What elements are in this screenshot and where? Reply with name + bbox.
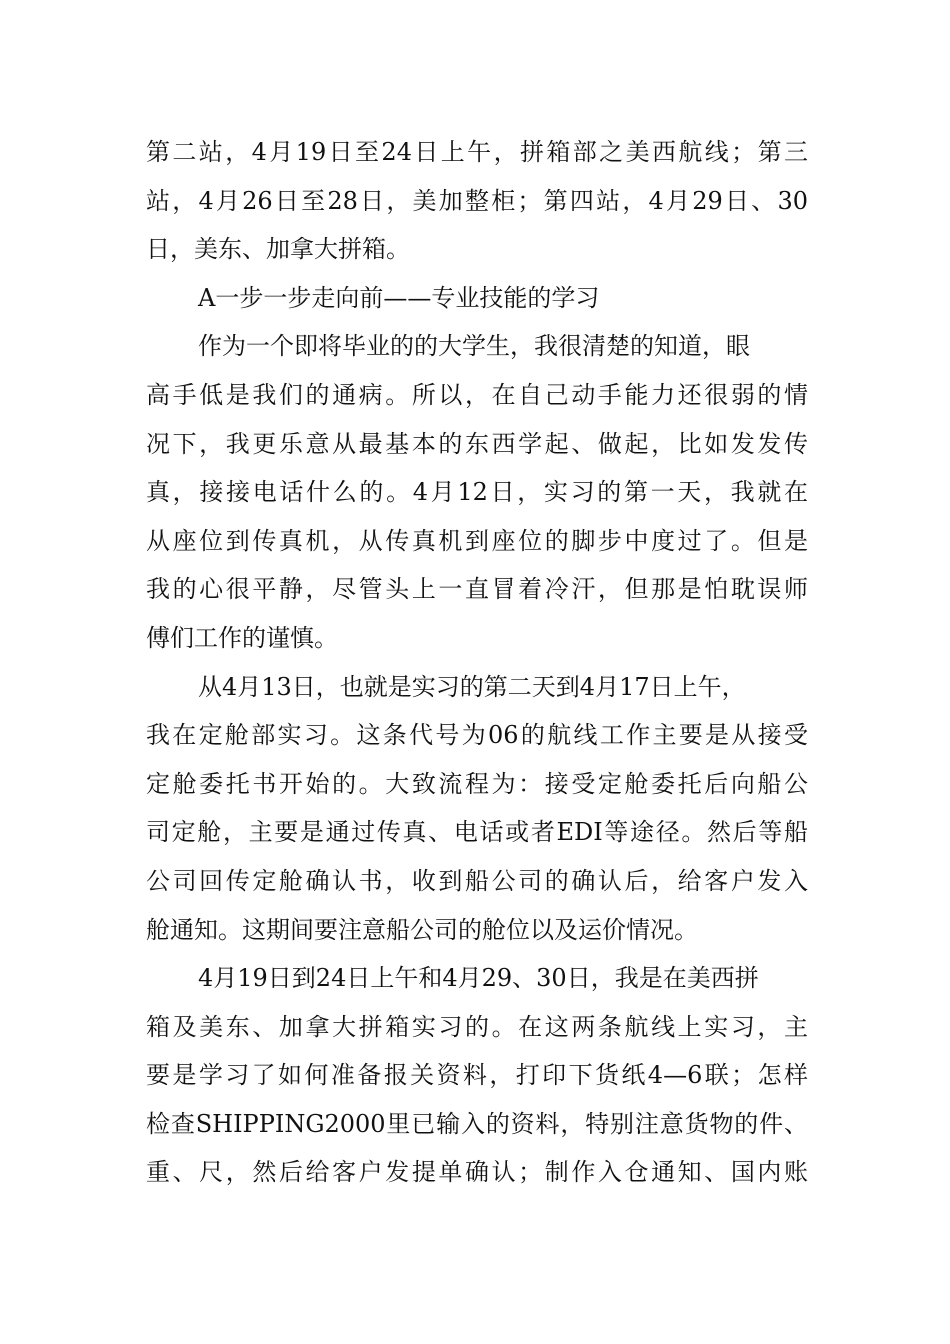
text-line: 舱通知。这期间要注意船公司的舱位以及运价情况。	[146, 915, 698, 944]
text-line: 第二站，4月19日至24日上午，拼箱部之美西航线；第三	[146, 138, 808, 166]
text-line: 傅们工作的谨慎。	[146, 623, 338, 652]
text-line: 重、尺，然后给客户发提单确认；制作入仓通知、国内账	[146, 1158, 808, 1187]
text-line: 真，接接电话什么的。4月12日，实习的第一天，我就在	[146, 478, 808, 507]
text-line: 站，4月26日至28日，美加整柜；第四站，4月29日、30	[146, 186, 808, 215]
text-line: 作为一个即将毕业的的大学生，我很清楚的知道，眼	[198, 332, 750, 361]
section-heading: A一步一步走向前——专业技能的学习	[198, 283, 600, 312]
text-line: 高手低是我们的通病。所以，在自己动手能力还很弱的情	[146, 380, 808, 409]
text-line: 从座位到传真机，从传真机到座位的脚步中度过了。但是	[146, 526, 808, 555]
text-line: 我在定舱部实习。这条代号为06的航线工作主要是从接受	[146, 721, 808, 750]
text-line: 4月19日到24日上午和4月29、30日，我是在美西拼	[198, 964, 759, 993]
text-line: 检查SHIPPING2000里已输入的资料，特别注意货物的件、	[146, 1109, 808, 1138]
text-line: 日，美东、加拿大拼箱。	[146, 235, 410, 264]
text-line: 定舱委托书开始的。大致流程为：接受定舱委托后向船公	[146, 769, 808, 798]
document-body	[146, 128, 808, 1197]
text-line: 公司回传定舱确认书，收到船公司的确认后，给客户发入	[146, 866, 808, 895]
text-line: 司定舱，主要是通过传真、电话或者EDI等途径。然后等船	[146, 818, 808, 847]
text-line: 从4月13日，也就是实习的第二天到4月17日上午，	[198, 672, 746, 701]
text-line: 况下，我更乐意从最基本的东西学起、做起，比如发发传	[146, 429, 808, 458]
text-line: 我的心很平静，尽管头上一直冒着冷汗，但那是怕耽误师	[146, 575, 808, 604]
text-line: 要是学习了如何准备报关资料，打印下货纸4—6联；怎样	[146, 1061, 808, 1090]
text-line: 箱及美东、加拿大拼箱实习的。在这两条航线上实习，主	[146, 1012, 808, 1041]
